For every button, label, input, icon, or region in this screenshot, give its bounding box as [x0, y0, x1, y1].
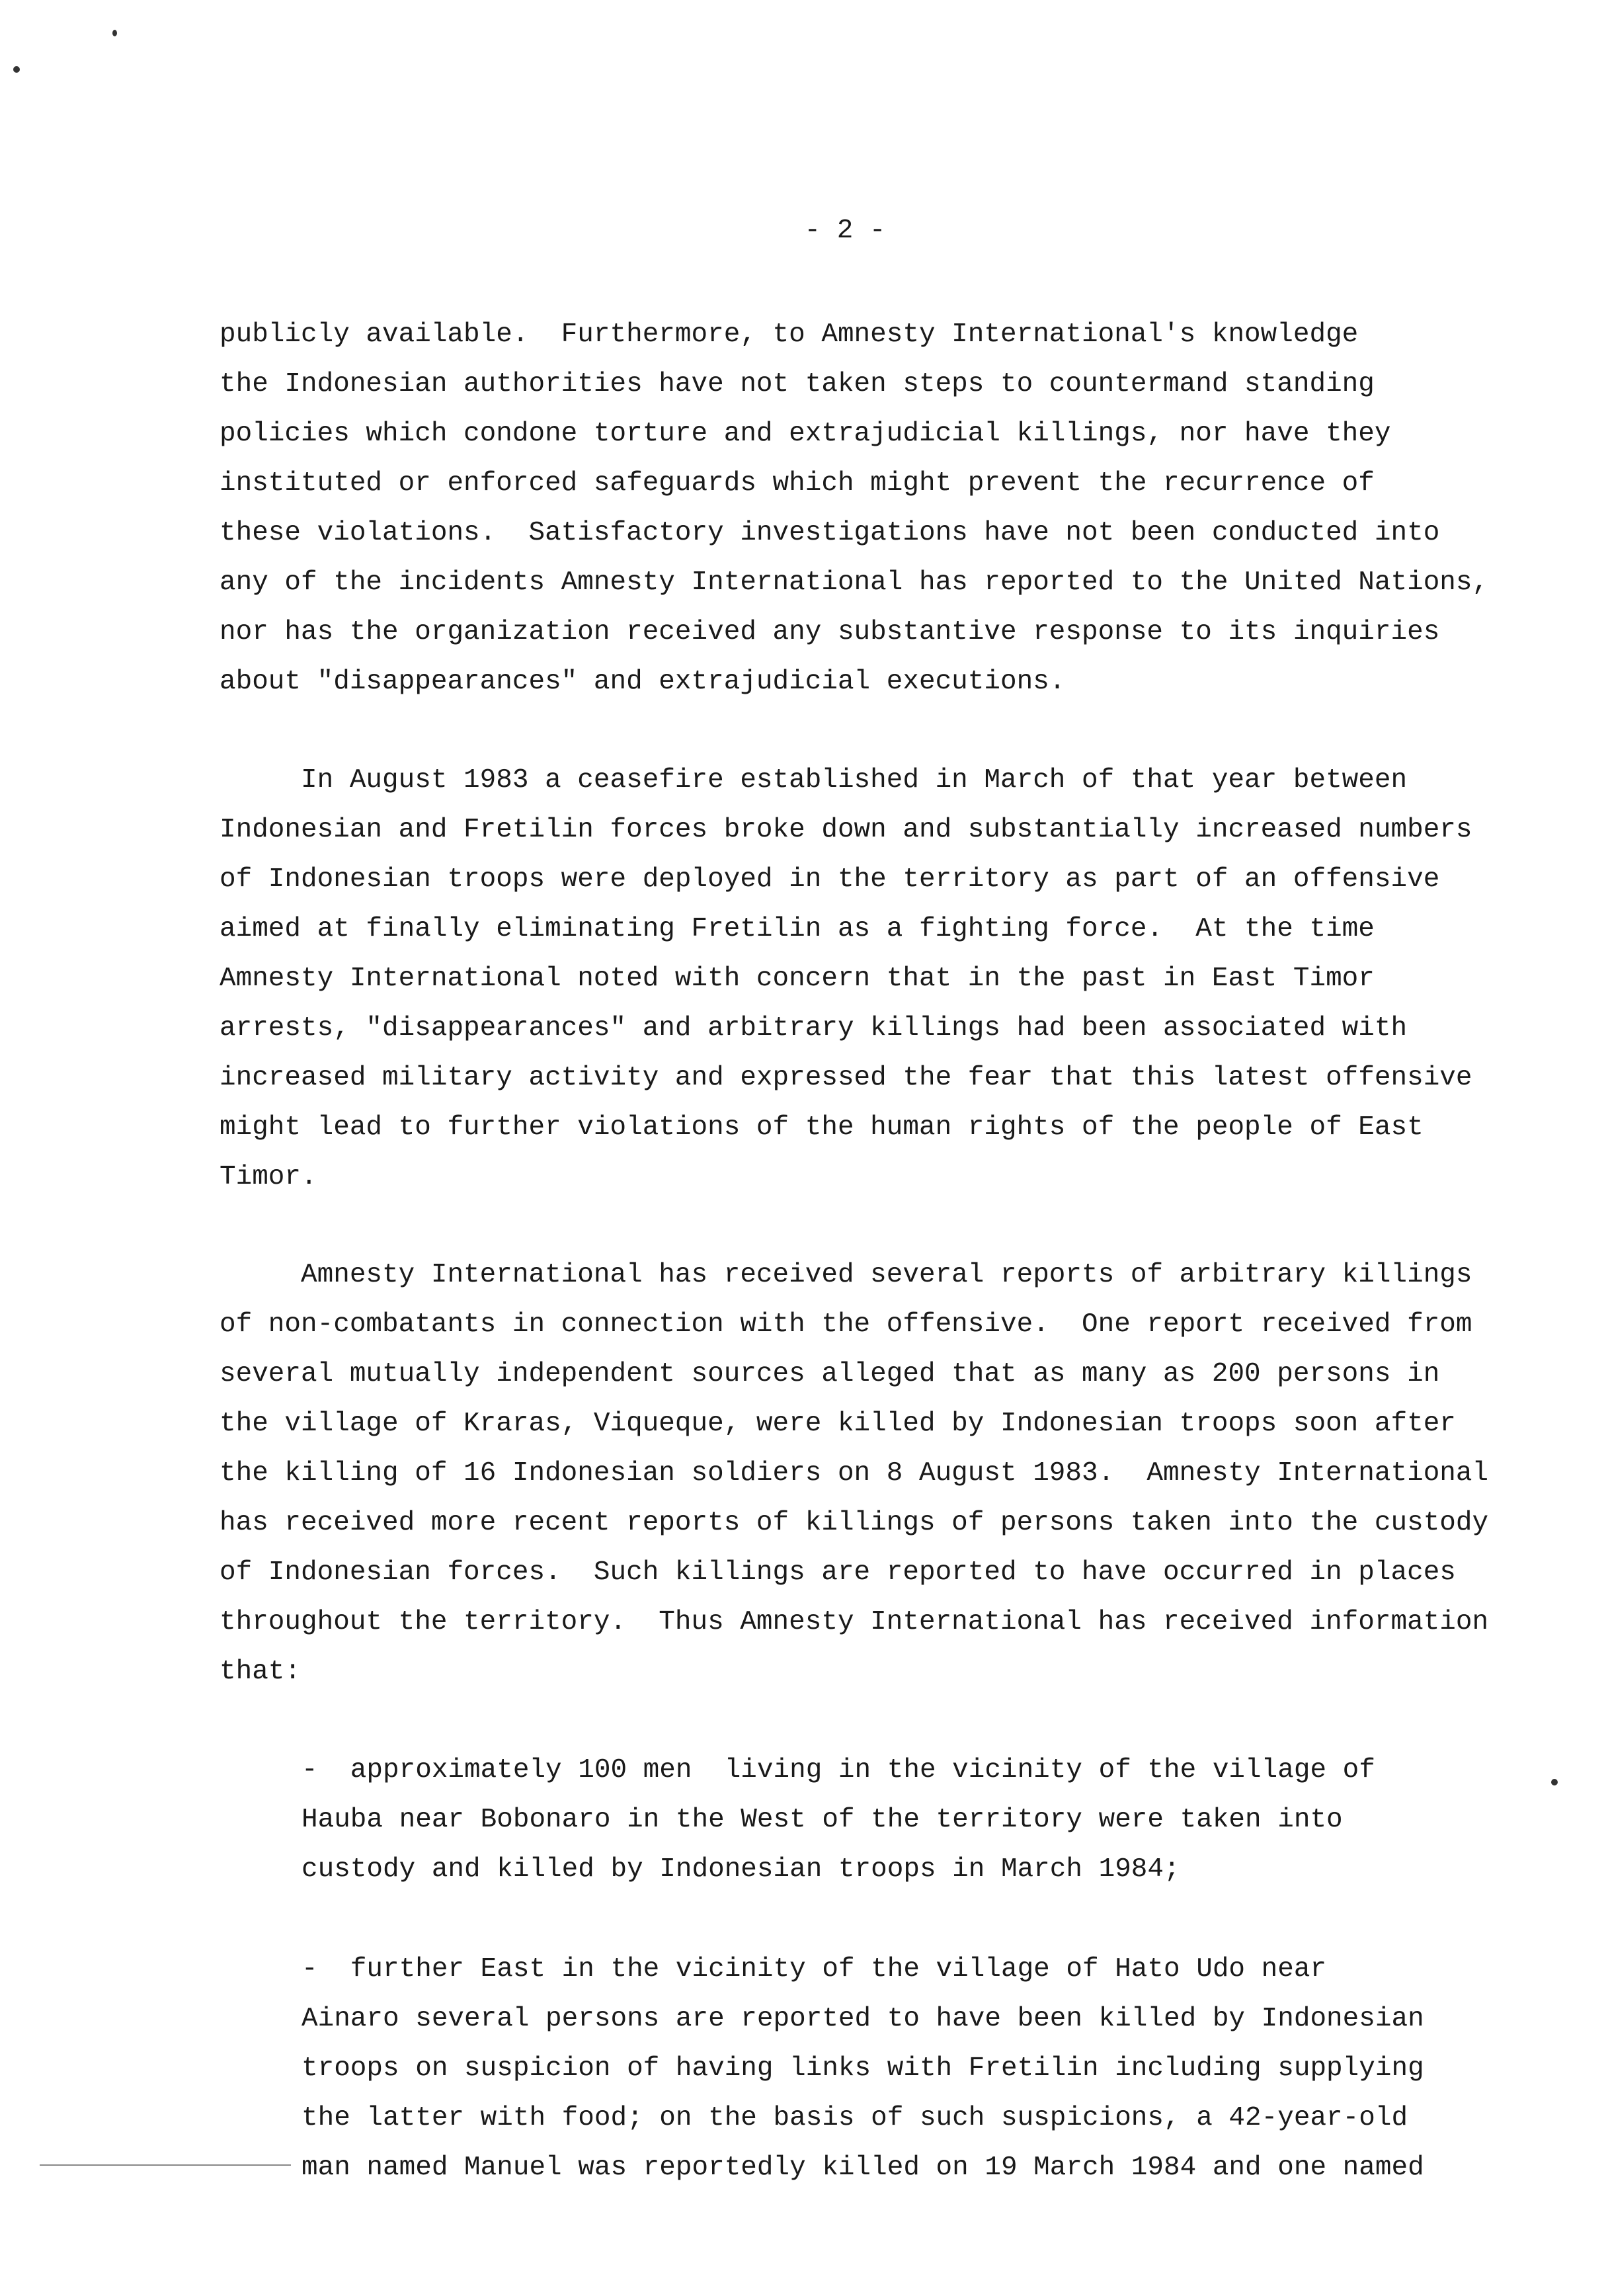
text-line: Timor.	[220, 1162, 317, 1192]
text-line: instituted or enforced safeguards which might prevent the recurrence of	[220, 468, 1375, 499]
text-line: nor has the organization received any substantive response to its inquiries	[220, 617, 1440, 647]
text-line: troops on suspicion of having links with Fretilin including supplying	[302, 2053, 1424, 2084]
text-line: policies which condone torture and extrajudicial killings, nor have they	[220, 419, 1391, 449]
text-line: has received more recent reports of killings of persons taken into the custody	[220, 1508, 1489, 1538]
text-line: - further East in the vicinity of the village of Hato Udo near	[302, 1954, 1327, 1985]
text-line: the Indonesian authorities have not taken steps to countermand standing	[220, 369, 1375, 399]
text-line: - approximately 100 men living in the vicinity of the village of	[302, 1755, 1375, 1785]
paragraph-2	[220, 756, 1472, 1202]
text-line: might lead to further violations of the human rights of the people of East	[220, 1112, 1424, 1143]
text-line: custody and killed by Indonesian troops in March 1984;	[302, 1854, 1180, 1885]
text-line: several mutually independent sources alleged that as many as 200 persons in	[220, 1359, 1440, 1389]
text-line: the killing of 16 Indonesian soldiers on 8 August 1983. Amnesty International	[220, 1458, 1489, 1489]
text-line: Ainaro several persons are reported to have been killed by Indonesian	[302, 2004, 1424, 2034]
text-line: man named Manuel was reportedly killed on 19 March 1984 and one named	[302, 2152, 1424, 2183]
text-line: that:	[220, 1657, 302, 1687]
text-line: of Indonesian troops were deployed in the territory as part of an offensive	[220, 864, 1440, 895]
scan-speck	[112, 30, 117, 36]
page-number: - 2 -	[804, 216, 886, 246]
text-line: the village of Kraras, Viqueque, were killed by Indonesian troops soon after	[220, 1409, 1456, 1439]
text-line: arrests, "disappearances" and arbitrary killings had been associated with	[220, 1013, 1408, 1044]
text-line: of Indonesian forces. Such killings are reported to have occurred in places	[220, 1557, 1456, 1588]
scan-mark-line	[40, 2164, 291, 2166]
paragraph-3	[220, 1250, 1488, 1697]
paragraph-1	[220, 310, 1488, 707]
text-line: throughout the territory. Thus Amnesty International has received information	[220, 1607, 1489, 1637]
text-line: Amnesty International noted with concern that in the past in East Timor	[220, 964, 1375, 994]
text-line: the latter with food; on the basis of such suspicions, a 42-year-old	[302, 2103, 1408, 2133]
bullet-item-1	[302, 1746, 1375, 1895]
text-line: increased military activity and expressed the fear that this latest offensive	[220, 1063, 1472, 1093]
text-line: Hauba near Bobonaro in the West of the territory were taken into	[302, 1805, 1343, 1835]
text-line: In August 1983 a ceasefire established in March of that year between	[220, 765, 1408, 796]
scan-speck	[13, 66, 20, 73]
text-line: publicly available. Furthermore, to Amnesty International's knowledge	[220, 319, 1359, 350]
text-line: Indonesian and Fretilin forces broke down and substantially increased numbers	[220, 815, 1472, 845]
text-line: any of the incidents Amnesty International has reported to the United Nations,	[220, 567, 1489, 598]
text-line: these violations. Satisfactory investigations have not been conducted into	[220, 518, 1440, 548]
text-line: Amnesty International has received several reports of arbitrary killings	[220, 1260, 1472, 1290]
bullet-item-2	[302, 1945, 1424, 2193]
scan-speck	[1551, 1779, 1558, 1785]
text-line: of non-combatants in connection with the offensive. One report received from	[220, 1309, 1472, 1340]
text-line: about "disappearances" and extrajudicial executions.	[220, 667, 1066, 697]
text-line: aimed at finally eliminating Fretilin as a fighting force. At the time	[220, 914, 1375, 944]
